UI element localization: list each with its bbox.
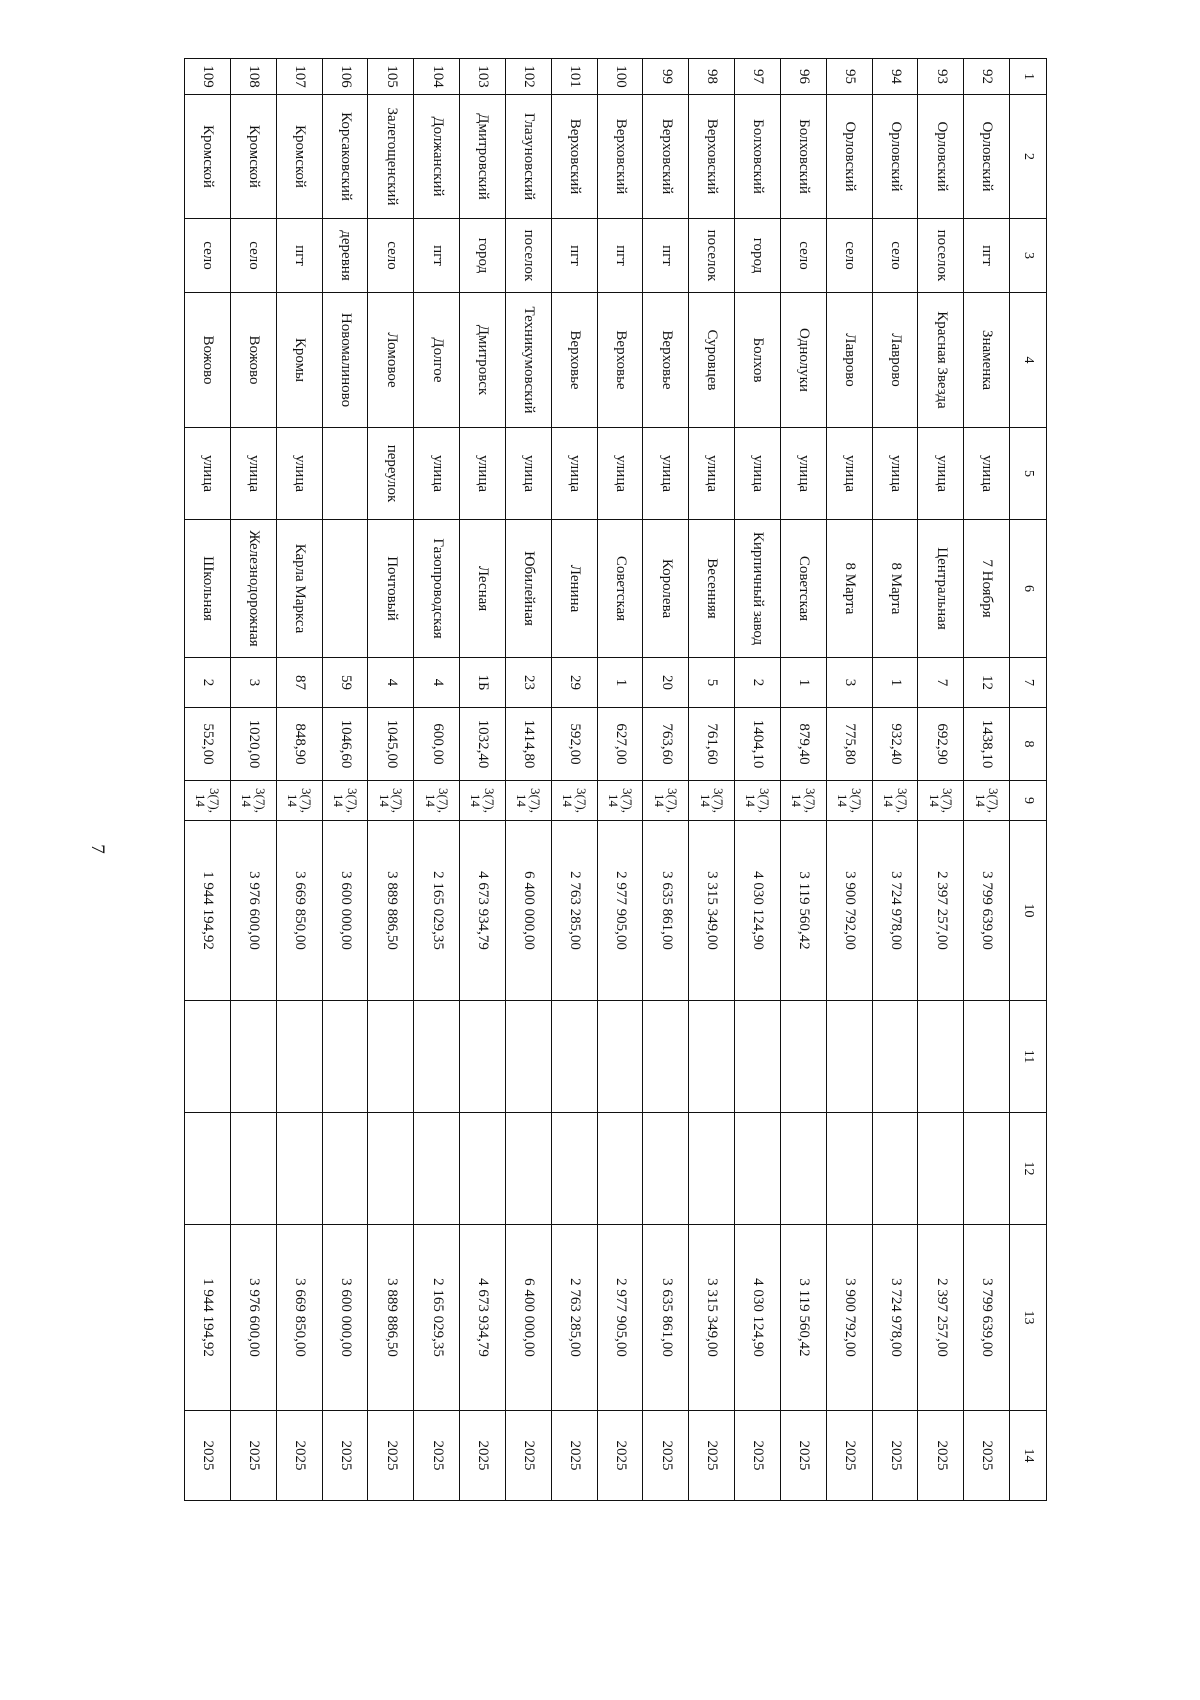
table-cell-col-9: 3(7), 14	[826, 781, 872, 821]
table-cell-col-3: город	[460, 219, 506, 293]
table-cell-col-1: 95	[826, 59, 872, 95]
table-cell-col-8: 552,00	[185, 708, 231, 781]
column-header-10: 10	[1010, 821, 1047, 1001]
table-cell-col-10: 4 030 124,90	[735, 821, 781, 1001]
table-cell-col-8: 1414,80	[505, 708, 551, 781]
table-cell-col-4: Вожово	[185, 293, 231, 428]
table-cell-col-4: Верховье	[643, 293, 689, 428]
table-cell-col-2: Орловский	[872, 95, 918, 219]
table-cell-col-2: Кромской	[185, 95, 231, 219]
table-cell-col-5: улица	[185, 428, 231, 520]
table-cell-col-10: 1 944 194,92	[185, 821, 231, 1001]
table-cell-col-9: 3(7), 14	[322, 781, 368, 821]
column-header-5: 5	[1010, 428, 1047, 520]
table-cell-col-13: 3 799 639,00	[964, 1225, 1010, 1411]
table-row	[689, 59, 735, 1501]
table-cell-col-11	[551, 1001, 597, 1113]
table-row	[918, 59, 964, 1501]
table-cell-col-1: 108	[230, 59, 276, 95]
table-cell-col-14: 2025	[918, 1411, 964, 1501]
table-cell-col-7: 20	[643, 658, 689, 708]
table-cell-col-9: 3(7), 14	[414, 781, 460, 821]
table-cell-col-12	[872, 1113, 918, 1225]
table-cell-col-10: 2 397 257,00	[918, 821, 964, 1001]
table-cell-col-13: 4 030 124,90	[735, 1225, 781, 1411]
table-cell-col-9: 3(7), 14	[780, 781, 826, 821]
table-cell-col-4: Ломовое	[368, 293, 414, 428]
table-cell-col-14: 2025	[505, 1411, 551, 1501]
table-cell-col-11	[780, 1001, 826, 1113]
table-cell-col-4: Верховье	[597, 293, 643, 428]
table-cell-col-7: 1	[780, 658, 826, 708]
table-cell-col-2: Болховский	[735, 95, 781, 219]
header-row	[1010, 59, 1047, 1501]
table-cell-col-7: 87	[276, 658, 322, 708]
table-cell-col-12	[689, 1113, 735, 1225]
table-cell-col-4: Болхов	[735, 293, 781, 428]
table-cell-col-10: 3 119 560,42	[780, 821, 826, 1001]
table-cell-col-6: Кирпичный завод	[735, 520, 781, 658]
table-cell-col-12	[964, 1113, 1010, 1225]
table-cell-col-9: 3(7), 14	[964, 781, 1010, 821]
table-cell-col-7: 12	[964, 658, 1010, 708]
table-cell-col-12	[918, 1113, 964, 1225]
table-cell-col-3: село	[826, 219, 872, 293]
table-cell-col-9: 3(7), 14	[918, 781, 964, 821]
table-cell-col-4: Техникумовский	[505, 293, 551, 428]
table-cell-col-11	[964, 1001, 1010, 1113]
table-cell-col-4: Верховье	[551, 293, 597, 428]
table-cell-col-6: Железнодорожная	[230, 520, 276, 658]
table-cell-col-5: улица	[505, 428, 551, 520]
table-cell-col-7: 2	[185, 658, 231, 708]
table-cell-col-14: 2025	[872, 1411, 918, 1501]
table-cell-col-3: село	[185, 219, 231, 293]
table-cell-col-14: 2025	[780, 1411, 826, 1501]
table-cell-col-1: 106	[322, 59, 368, 95]
table-cell-col-2: Должанский	[414, 95, 460, 219]
table-row	[230, 59, 276, 1501]
table-cell-col-6: Школьная	[185, 520, 231, 658]
table-cell-col-11	[872, 1001, 918, 1113]
table-cell-col-3: село	[230, 219, 276, 293]
table-cell-col-10: 4 673 934,79	[460, 821, 506, 1001]
table-cell-col-5: улица	[597, 428, 643, 520]
table-cell-col-8: 775,80	[826, 708, 872, 781]
table-cell-col-6: Юбилейная	[505, 520, 551, 658]
table-cell-col-4: Лаврово	[872, 293, 918, 428]
table-cell-col-3: поселок	[689, 219, 735, 293]
table-cell-col-14: 2025	[460, 1411, 506, 1501]
table-cell-col-2: Орловский	[826, 95, 872, 219]
table-cell-col-9: 3(7), 14	[368, 781, 414, 821]
table-cell-col-6: Лесная	[460, 520, 506, 658]
table-cell-col-14: 2025	[597, 1411, 643, 1501]
table-cell-col-12	[276, 1113, 322, 1225]
table-cell-col-2: Корсаковский	[322, 95, 368, 219]
table-cell-col-1: 100	[597, 59, 643, 95]
column-header-7: 7	[1010, 658, 1047, 708]
table-row	[872, 59, 918, 1501]
table-cell-col-12	[551, 1113, 597, 1225]
table-cell-col-8: 1020,00	[230, 708, 276, 781]
register-table	[184, 58, 1047, 1501]
table-cell-col-5: улица	[460, 428, 506, 520]
table-cell-col-14: 2025	[322, 1411, 368, 1501]
table-cell-col-7: 2	[735, 658, 781, 708]
table-cell-col-14: 2025	[276, 1411, 322, 1501]
table-cell-col-8: 848,90	[276, 708, 322, 781]
table-cell-col-8: 1404,10	[735, 708, 781, 781]
rotated-table-container	[184, 58, 1047, 1500]
table-cell-col-5: улица	[872, 428, 918, 520]
table-cell-col-10: 3 889 886,50	[368, 821, 414, 1001]
table-cell-col-6: Советская	[597, 520, 643, 658]
table-cell-col-2: Кромской	[276, 95, 322, 219]
table-cell-col-2: Орловский	[918, 95, 964, 219]
column-header-1: 1	[1010, 59, 1047, 95]
table-cell-col-7: 4	[368, 658, 414, 708]
table-cell-col-1: 92	[964, 59, 1010, 95]
column-header-9: 9	[1010, 781, 1047, 821]
table-cell-col-11	[414, 1001, 460, 1113]
table-cell-col-6: Королева	[643, 520, 689, 658]
table-cell-col-2: Глазуновский	[505, 95, 551, 219]
table-cell-col-10: 3 900 792,00	[826, 821, 872, 1001]
table-cell-col-2: Верховский	[643, 95, 689, 219]
table-cell-col-9: 3(7), 14	[872, 781, 918, 821]
table-cell-col-5: улица	[230, 428, 276, 520]
table-cell-col-8: 627,00	[597, 708, 643, 781]
table-cell-col-3: пгт	[276, 219, 322, 293]
table-cell-col-4: Красная Звезда	[918, 293, 964, 428]
table-cell-col-5: улица	[780, 428, 826, 520]
table-cell-col-2: Дмитровский	[460, 95, 506, 219]
table-row	[551, 59, 597, 1501]
table-cell-col-4: Лаврово	[826, 293, 872, 428]
table-cell-col-14: 2025	[551, 1411, 597, 1501]
table-row	[368, 59, 414, 1501]
table-cell-col-9: 3(7), 14	[185, 781, 231, 821]
table-cell-col-5: улица	[918, 428, 964, 520]
table-cell-col-6: Советская	[780, 520, 826, 658]
table-cell-col-9: 3(7), 14	[460, 781, 506, 821]
table-cell-col-11	[597, 1001, 643, 1113]
table-cell-col-7: 3	[826, 658, 872, 708]
table-cell-col-11	[276, 1001, 322, 1113]
table-row	[597, 59, 643, 1501]
table-cell-col-11	[230, 1001, 276, 1113]
table-row	[276, 59, 322, 1501]
column-header-4: 4	[1010, 293, 1047, 428]
table-cell-col-6: Весенняя	[689, 520, 735, 658]
table-row	[735, 59, 781, 1501]
table-cell-col-7: 1	[872, 658, 918, 708]
table-cell-col-5: улица	[276, 428, 322, 520]
table-cell-col-3: село	[872, 219, 918, 293]
table-cell-col-7: 23	[505, 658, 551, 708]
table-cell-col-4: Вожово	[230, 293, 276, 428]
table-cell-col-9: 3(7), 14	[276, 781, 322, 821]
column-header-12: 12	[1010, 1113, 1047, 1225]
table-cell-col-2: Залегощенский	[368, 95, 414, 219]
table-cell-col-9: 3(7), 14	[230, 781, 276, 821]
table-cell-col-5: улица	[964, 428, 1010, 520]
table-cell-col-10: 3 799 639,00	[964, 821, 1010, 1001]
table-cell-col-6: 8 Марта	[872, 520, 918, 658]
table-cell-col-1: 96	[780, 59, 826, 95]
table-cell-col-8: 932,40	[872, 708, 918, 781]
column-header-11: 11	[1010, 1001, 1047, 1113]
table-cell-col-12	[735, 1113, 781, 1225]
table-cell-col-9: 3(7), 14	[551, 781, 597, 821]
table-cell-col-4: Долгое	[414, 293, 460, 428]
table-cell-col-10: 3 635 861,00	[643, 821, 689, 1001]
table-cell-col-12	[230, 1113, 276, 1225]
table-row	[460, 59, 506, 1501]
table-cell-col-13: 2 397 257,00	[918, 1225, 964, 1411]
table-cell-col-5: переулок	[368, 428, 414, 520]
table-cell-col-8: 1032,40	[460, 708, 506, 781]
table-cell-col-7: 1Б	[460, 658, 506, 708]
table-cell-col-2: Верховский	[597, 95, 643, 219]
table-cell-col-3: село	[368, 219, 414, 293]
column-header-3: 3	[1010, 219, 1047, 293]
table-row	[185, 59, 231, 1501]
table-cell-col-5	[322, 428, 368, 520]
table-row	[826, 59, 872, 1501]
table-cell-col-12	[643, 1113, 689, 1225]
table-cell-col-14: 2025	[230, 1411, 276, 1501]
table-cell-col-8: 1046,60	[322, 708, 368, 781]
table-cell-col-4: Знаменка	[964, 293, 1010, 428]
table-cell-col-1: 109	[185, 59, 231, 95]
table-cell-col-5: улица	[689, 428, 735, 520]
table-cell-col-12	[322, 1113, 368, 1225]
table-cell-col-11	[322, 1001, 368, 1113]
table-cell-col-6: Карла Маркса	[276, 520, 322, 658]
table-cell-col-8: 592,00	[551, 708, 597, 781]
table-cell-col-12	[826, 1113, 872, 1225]
table-cell-col-3: пгт	[643, 219, 689, 293]
column-header-6: 6	[1010, 520, 1047, 658]
column-header-13: 13	[1010, 1225, 1047, 1411]
table-cell-col-3: город	[735, 219, 781, 293]
table-row	[505, 59, 551, 1501]
table-cell-col-9: 3(7), 14	[689, 781, 735, 821]
table-body	[185, 59, 1010, 1501]
table-cell-col-1: 104	[414, 59, 460, 95]
table-cell-col-8: 692,90	[918, 708, 964, 781]
table-cell-col-12	[368, 1113, 414, 1225]
table-cell-col-1: 107	[276, 59, 322, 95]
table-cell-col-1: 99	[643, 59, 689, 95]
table-cell-col-5: улица	[414, 428, 460, 520]
table-cell-col-2: Кромской	[230, 95, 276, 219]
table-cell-col-2: Болховский	[780, 95, 826, 219]
column-header-8: 8	[1010, 708, 1047, 781]
table-cell-col-13: 3 119 560,42	[780, 1225, 826, 1411]
table-cell-col-12	[414, 1113, 460, 1225]
table-cell-col-3: деревня	[322, 219, 368, 293]
table-cell-col-6: Почтовый	[368, 520, 414, 658]
table-cell-col-12	[597, 1113, 643, 1225]
table-cell-col-13: 3 669 850,00	[276, 1225, 322, 1411]
table-cell-col-3: пгт	[597, 219, 643, 293]
table-cell-col-1: 97	[735, 59, 781, 95]
table-cell-col-13: 3 635 861,00	[643, 1225, 689, 1411]
table-cell-col-11	[460, 1001, 506, 1113]
table-cell-col-11	[368, 1001, 414, 1113]
table-row	[964, 59, 1010, 1501]
table-cell-col-2: Верховский	[689, 95, 735, 219]
table-cell-col-3: поселок	[918, 219, 964, 293]
table-cell-col-7: 4	[414, 658, 460, 708]
table-cell-col-6: Газопроводская	[414, 520, 460, 658]
table-cell-col-13: 4 673 934,79	[460, 1225, 506, 1411]
table-cell-col-13: 3 889 886,50	[368, 1225, 414, 1411]
table-cell-col-13: 3 315 349,00	[689, 1225, 735, 1411]
table-cell-col-8: 879,40	[780, 708, 826, 781]
table-cell-col-12	[505, 1113, 551, 1225]
table-cell-col-3: пгт	[414, 219, 460, 293]
table-cell-col-7: 7	[918, 658, 964, 708]
table-row	[643, 59, 689, 1501]
table-cell-col-7: 1	[597, 658, 643, 708]
table-row	[322, 59, 368, 1501]
table-cell-col-12	[780, 1113, 826, 1225]
table-row	[780, 59, 826, 1501]
table-cell-col-8: 1045,00	[368, 708, 414, 781]
table-cell-col-11	[826, 1001, 872, 1113]
table-cell-col-12	[460, 1113, 506, 1225]
table-cell-col-9: 3(7), 14	[505, 781, 551, 821]
table-cell-col-10: 3 600 000,00	[322, 821, 368, 1001]
table-cell-col-14: 2025	[643, 1411, 689, 1501]
table-cell-col-8: 761,60	[689, 708, 735, 781]
table-cell-col-9: 3(7), 14	[643, 781, 689, 821]
table-cell-col-14: 2025	[689, 1411, 735, 1501]
table-cell-col-6: Центральная	[918, 520, 964, 658]
table-cell-col-14: 2025	[185, 1411, 231, 1501]
table-cell-col-1: 102	[505, 59, 551, 95]
table-cell-col-7: 29	[551, 658, 597, 708]
table-cell-col-10: 2 763 285,00	[551, 821, 597, 1001]
table-cell-col-8: 600,00	[414, 708, 460, 781]
table-cell-col-1: 98	[689, 59, 735, 95]
table-cell-col-14: 2025	[826, 1411, 872, 1501]
table-row	[414, 59, 460, 1501]
page-number: 7	[86, 844, 108, 854]
table-cell-col-7: 59	[322, 658, 368, 708]
table-cell-col-4: Однолуки	[780, 293, 826, 428]
table-cell-col-14: 2025	[964, 1411, 1010, 1501]
table-cell-col-11	[918, 1001, 964, 1113]
table-cell-col-13: 1 944 194,92	[185, 1225, 231, 1411]
table-cell-col-5: улица	[643, 428, 689, 520]
table-cell-col-3: поселок	[505, 219, 551, 293]
table-cell-col-6: 7 Ноября	[964, 520, 1010, 658]
table-cell-col-9: 3(7), 14	[735, 781, 781, 821]
table-cell-col-5: улица	[826, 428, 872, 520]
table-cell-col-4: Кромы	[276, 293, 322, 428]
table-cell-col-1: 103	[460, 59, 506, 95]
table-cell-col-13: 2 763 285,00	[551, 1225, 597, 1411]
table-cell-col-5: улица	[735, 428, 781, 520]
table-cell-col-10: 3 724 978,00	[872, 821, 918, 1001]
table-cell-col-6: Ленина	[551, 520, 597, 658]
table-cell-col-4: Дмитровск	[460, 293, 506, 428]
table-cell-col-1: 101	[551, 59, 597, 95]
table-cell-col-3: пгт	[964, 219, 1010, 293]
table-cell-col-3: село	[780, 219, 826, 293]
table-cell-col-13: 3 724 978,00	[872, 1225, 918, 1411]
table-cell-col-12	[185, 1113, 231, 1225]
table-cell-col-14: 2025	[735, 1411, 781, 1501]
table-cell-col-13: 6 400 000,00	[505, 1225, 551, 1411]
table-cell-col-1: 93	[918, 59, 964, 95]
table-cell-col-13: 3 600 000,00	[322, 1225, 368, 1411]
table-cell-col-11	[185, 1001, 231, 1113]
table-cell-col-11	[735, 1001, 781, 1113]
table-cell-col-1: 105	[368, 59, 414, 95]
table-cell-col-9: 3(7), 14	[597, 781, 643, 821]
table-cell-col-10: 3 976 600,00	[230, 821, 276, 1001]
table-cell-col-2: Орловский	[964, 95, 1010, 219]
table-cell-col-5: улица	[551, 428, 597, 520]
table-cell-col-11	[505, 1001, 551, 1113]
table-cell-col-13: 3 900 792,00	[826, 1225, 872, 1411]
table-cell-col-10: 2 165 029,35	[414, 821, 460, 1001]
table-cell-col-6	[322, 520, 368, 658]
table-cell-col-10: 3 315 349,00	[689, 821, 735, 1001]
table-cell-col-11	[643, 1001, 689, 1113]
table-cell-col-2: Верховский	[551, 95, 597, 219]
table-cell-col-3: пгт	[551, 219, 597, 293]
table-cell-col-11	[689, 1001, 735, 1113]
table-cell-col-13: 2 165 029,35	[414, 1225, 460, 1411]
table-cell-col-13: 3 976 600,00	[230, 1225, 276, 1411]
table-cell-col-10: 2 977 905,00	[597, 821, 643, 1001]
table-cell-col-10: 6 400 000,00	[505, 821, 551, 1001]
table-cell-col-8: 1438,10	[964, 708, 1010, 781]
column-header-14: 14	[1010, 1411, 1047, 1501]
table-cell-col-14: 2025	[368, 1411, 414, 1501]
table-cell-col-1: 94	[872, 59, 918, 95]
table-cell-col-6: 8 Марта	[826, 520, 872, 658]
table-cell-col-14: 2025	[414, 1411, 460, 1501]
table-cell-col-10: 3 669 850,00	[276, 821, 322, 1001]
table-cell-col-8: 763,60	[643, 708, 689, 781]
table-cell-col-7: 5	[689, 658, 735, 708]
table-cell-col-4: Суровцев	[689, 293, 735, 428]
table-cell-col-7: 3	[230, 658, 276, 708]
column-header-2: 2	[1010, 95, 1047, 219]
table-cell-col-4: Новомалиново	[322, 293, 368, 428]
table-cell-col-13: 2 977 905,00	[597, 1225, 643, 1411]
